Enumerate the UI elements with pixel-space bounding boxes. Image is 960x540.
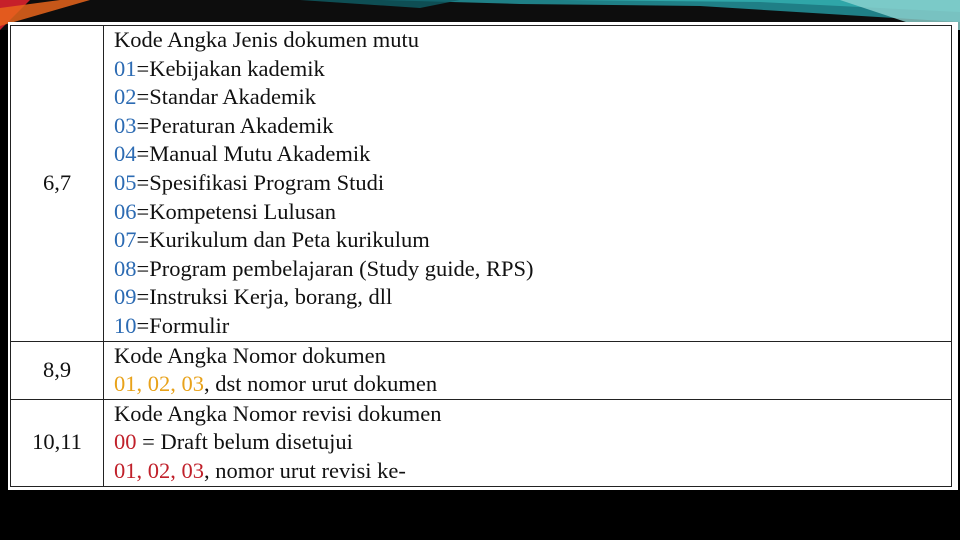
code-number: 07 (114, 227, 137, 253)
code-number: 01, 02, 03 (114, 457, 204, 483)
code-meaning: =Spesifikasi Program Studi (136, 169, 385, 195)
table-row (11, 341, 952, 399)
list-item (114, 112, 951, 141)
description-cell (104, 26, 952, 342)
code-meaning: =Program pembelajaran (Study guide, RPS) (136, 255, 534, 281)
code-number: 08 (114, 255, 137, 281)
code-meaning: =Manual Mutu Akademik (136, 141, 371, 167)
code-meaning: =Kebijakan kademik (136, 55, 325, 81)
code-meaning: =Standar Akademik (136, 84, 317, 110)
code-number: 00 (114, 429, 137, 455)
code-cell: 8,9 (11, 341, 104, 399)
list-item (114, 226, 951, 255)
list-item (114, 169, 951, 198)
code-meaning: =Kompetensi Lulusan (136, 198, 337, 224)
code-number: 01 (114, 55, 137, 81)
list-item (114, 370, 951, 399)
code-meaning: , nomor urut revisi ke- (204, 457, 406, 483)
row-heading: Kode Angka Nomor revisi dokumen (114, 400, 442, 426)
code-number: 02 (114, 84, 137, 110)
code-cell: 10,11 (11, 399, 104, 486)
table-row (11, 399, 952, 486)
code-meaning: , dst nomor urut dokumen (204, 371, 438, 397)
list-item (114, 55, 951, 84)
document-code-table (10, 25, 952, 487)
code-number: 04 (114, 141, 137, 167)
list-item (114, 312, 951, 341)
row-heading: Kode Angka Jenis dokumen mutu (114, 27, 419, 52)
code-number: 03 (114, 112, 137, 138)
code-cell: 6,7 (11, 26, 104, 342)
list-item (114, 457, 951, 486)
code-meaning: =Formulir (136, 312, 230, 338)
list-item (114, 428, 951, 457)
description-cell (104, 399, 952, 486)
list-item (114, 140, 951, 169)
code-number: 06 (114, 198, 137, 224)
code-meaning: =Instruksi Kerja, borang, dll (136, 284, 393, 310)
slide-content (8, 22, 958, 490)
list-item (114, 255, 951, 284)
code-number: 01, 02, 03 (114, 371, 204, 397)
code-number: 05 (114, 169, 137, 195)
row-heading: Kode Angka Nomor dokumen (114, 342, 386, 368)
code-meaning: =Kurikulum dan Peta kurikulum (136, 227, 430, 253)
table-row (11, 26, 952, 342)
code-number: 09 (114, 284, 137, 310)
code-meaning: =Peraturan Akademik (136, 112, 334, 138)
list-item (114, 198, 951, 227)
code-number: 10 (114, 312, 137, 338)
code-meaning: = Draft belum disetujui (136, 429, 353, 455)
description-cell (104, 341, 952, 399)
list-item (114, 83, 951, 112)
list-item (114, 283, 951, 312)
